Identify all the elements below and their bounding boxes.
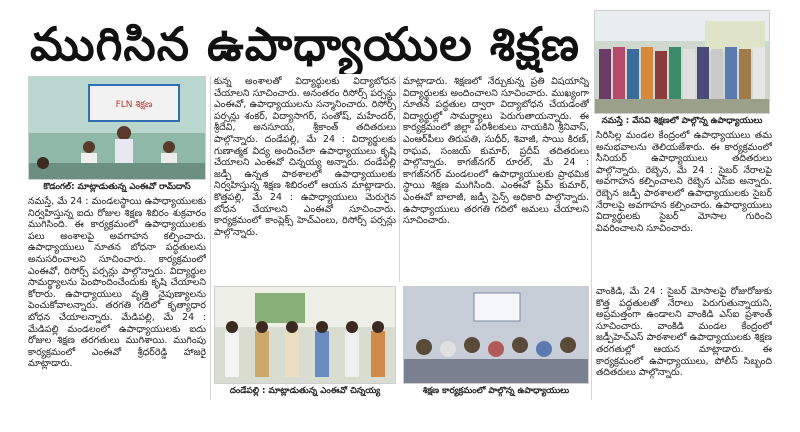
headline: ముగిసిన ఉపాధ్యాయుల శిక్షణ <box>30 17 581 71</box>
column-4b-text: వాంకిడి, మే 24 : సైబర్‌ మోసాలపై రోజురోజుకు కొత్త పద్ధతులతో నేరాలు పెరుగుతున్నాయని, అప్రమత్తంగా ఉండాలని వాంకిడి ఎస్‌ఐ ప్రశాంత్‌ సూచించారు. వాంకిడి మండల కేంద్రంలో జడ్పీహెచ్‌ఎస్‌ పాఠశాలలో ఉపాధ్యాయులకు శిక్షణ తరగతుల్లో ఆయన మాట్లాడారు. ఈ కార్యక్రమంలో ఉపాధ్యాయులు, పోలీస్‌ సిబ్బంది తదితరులు పాల్గొన్నారు. <box>596 286 772 379</box>
photo-bottom-mid <box>403 286 589 384</box>
photo-top-right-image <box>595 11 770 114</box>
caption-photo-bottom-mid: శిక్షణ కార్యక్రమంలో పాల్గొన్న ఉపాధ్యాయులు <box>422 386 570 396</box>
banner-text: FLN శిక్షణ <box>115 100 153 110</box>
column-divider <box>399 76 400 282</box>
photo-bottom-mid-image <box>404 287 589 384</box>
column-2-text: కున్న అంశాలతో విద్యార్థులకు విద్యాబోధన చేయాలని సూచించారు. అనంతరం రిసోర్స్‌ పర్సన్లు ఎంఈవో, ఉపాధ్యాయులను సన్మానించారు. రిసోర్స్‌ పర్సన్లు శంకర్‌, విద్యాసాగర్‌, సంతోష్‌, మహేందర్‌, శ్రీదేవి, అనసూయ, శ్రీకాంత్‌ తదితరులు పాల్గొన్నారు. దండేపల్లి, మే 24 : విద్యార్థులకు గుణాత్మక విద్య అందించేలా ఉపాధ్యాయులు కృషి చేయాలని ఎంఈవో చిన్నయ్య అన్నారు. దండేపల్లి జడ్పీ ఉన్నత పాఠశాలలో ఉపాధ్యాయులకు నిర్వహిస్తున్న శిక్షణ శిబిరంలో ఆయన మాట్లాడారు. కొత్తపల్లి, మే 24 : ఉపాధ్యాయులు మెరుగైన బోధన చేయాలని ఎంఈవో సూచించారు. కార్యక్రమంలో కాంప్లెక్స్‌ హెచ్‌ఎంలు, రిసోర్స్‌ పర్సన్లు పాల్గొన్నారు. <box>214 76 396 238</box>
column-divider <box>591 130 592 400</box>
column-3-text: మాట్లాడారు. శిక్షణలో నేర్చుకున్న ప్రతి విషయాన్ని విద్యార్థులకు అందించాలని సూచించారు. ముఖ్యంగా నూతన పద్ధతుల ద్వారా విద్యాబోధన చేయడంతో విద్యార్థుల్లో సామర్థ్యాలు పెరుగుతాయన్నారు. ఈ కార్యక్రమంలో జిల్లా పరిశీలకులు నాయకిని శ్రీనివాస్‌, ఎంఆర్‌పీలు తిరుపతి, సుధీర్‌, శివాజీ, సాయి కిరణ్‌, రాఘవ, సంజయ్‌ కుమార్‌, ప్రదీప్‌ తదితరులు పాల్గొన్నారు. కాగజ్‌నగర్‌ రూరల్‌, మే 24 : కాగజ్‌నగర్‌ మండలంలో ఉపాధ్యాయులకు ప్రాథమిక స్థాయి శిక్షణ ముగిసింది. ఎంఈవో ప్రేమ్‌ కుమార్‌, ఎంఈవో బాలాజీ, జడ్పీ సైన్స్‌ అధికారి పాల్గొన్నారు. ఉపాధ్యాయులు తరగతి గదిలో అమలు చేయాలని సూచించారు. <box>403 76 589 227</box>
column-4a-text: సిరిసిల్ల మండల కేంద్రంలో ఉపాధ్యాయులు తమ అనుభవాలను తెలియజేశారు. ఈ కార్యక్రమంలో సీనియర్‌ ఉపాధ్యాయులు తదితరులు పాల్గొన్నారు. రెబ్బెన, మే 24 : సైబర్‌ నేరాలపై అవగాహన కల్పించాలని రెబ్బెన ఎస్‌ఐ అన్నారు. రెబ్బెన జడ్పీ పాఠశాలలో ఉపాధ్యాయులకు సైబర్‌ నేరాలపై అవగాహన కల్పించారు. ఉపాధ్యాయులు విద్యార్థులకు సైబర్‌ మోసాల గురించి వివరించాలని సూచించారు. <box>596 130 772 234</box>
column-divider <box>210 76 211 400</box>
photo-bottom-left <box>214 286 396 384</box>
column-1-text: నమస్తే, మే 24 : మండలస్థాయి ఉపాధ్యాయులకు నిర్వహిస్తున్న ఐదు రోజుల శిక్షణ శిబిరం శుక్రవారం ముగిసింది. ఈ కార్యక్రమంలో ఉపాధ్యాయులకు పలు అంశాలపై అవగాహన కల్పించారు. ఉపాధ్యాయులు నూతన బోధనా పద్ధతులను అనుసరించాలని సూచించారు. కార్యక్రమంలో ఎంఈవో, రిసోర్స్‌ పర్సన్లు పాల్గొన్నారు. విద్యార్థుల సామర్థ్యాలను పెంపొందించేందుకు కృషి చేయాలని కోరారు. ఉపాధ్యాయులు వృత్తి నైపుణ్యాలను పెంచుకోవాలన్నారు. తరగతి గదిలో కృత్యాధార బోధన చేయాలన్నారు. మేడిపల్లి, మే 24 : మేడిపల్లి మండలంలో ఉపాధ్యాయులకు ఐదు రోజుల శిక్షణ తరగతులు ముగిశాయి. ముగింపు కార్యక్రమంలో ఎంఈవో శ్రీధర్‌రెడ్డి హాజరై మాట్లాడారు. <box>28 196 206 370</box>
photo-top-right <box>594 10 770 114</box>
photo-bottom-left-image <box>215 287 396 384</box>
caption-photo-bottom-left: దండేపల్లి : మాట్లాడుతున్న ఎంఈవో చిన్నయ్య <box>229 386 381 396</box>
photo-left-image <box>29 77 206 180</box>
caption-photo-top-right: నమస్తే : వేసవి శిక్షణలో పాల్గొన్న ఉపాధ్యాయులు <box>601 116 763 126</box>
caption-photo-left: కొడంగల్‌: మాట్లాడుతున్న ఎంఈవో రామ్‌దాస్‌ <box>43 182 191 192</box>
photo-left <box>28 76 206 180</box>
